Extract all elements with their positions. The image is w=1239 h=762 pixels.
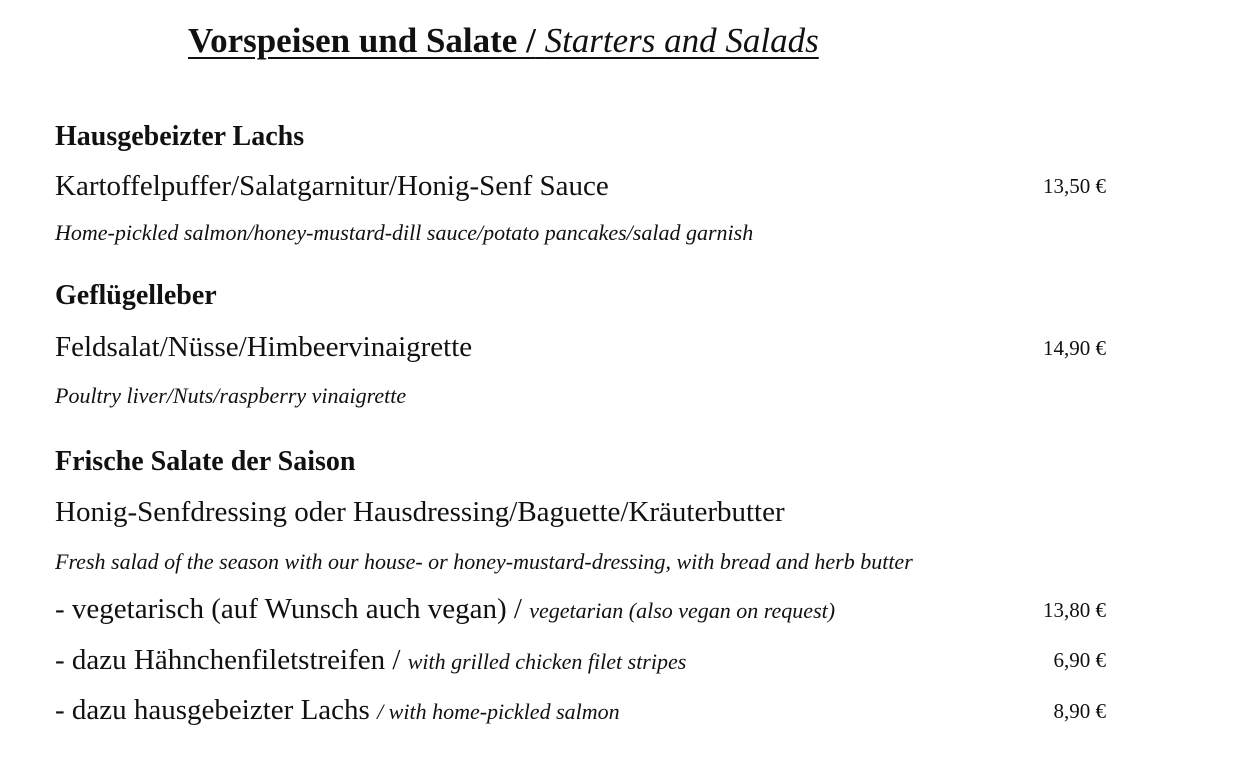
- salad-option-vegetarian-de: - vegetarisch (auf Wunsch auch vegan) /: [55, 593, 522, 625]
- item-description-en-salate: Fresh salad of the season with our house- or honey-mustard-dressing, with bread and herb butter: [55, 549, 913, 574]
- salad-option-salmon-en: / with home-pickled salmon: [377, 699, 620, 724]
- salad-option-salmon-price: 8,90 €: [1053, 699, 1106, 723]
- item-price-lachs: 13,50 €: [1043, 174, 1106, 198]
- page-title-german: Vorspeisen und Salate /: [188, 21, 536, 60]
- item-description-en-leber: Poultry liver/Nuts/raspberry vinaigrette: [55, 383, 407, 408]
- salad-option-salmon-de: - dazu hausgebeizter Lachs: [55, 694, 370, 726]
- item-description-de-salate: Honig-Senfdressing oder Hausdressing/Baguette/Kräuterbutter: [55, 496, 785, 528]
- salad-option-salmon: [55, 692, 620, 730]
- item-name-lachs: Hausgebeizter Lachs: [55, 121, 305, 152]
- page-title: [188, 18, 819, 64]
- salad-option-vegetarian-en: vegetarian (also vegan on request): [529, 598, 836, 623]
- item-name-salate: Frische Salate der Saison: [55, 446, 356, 477]
- item-description-de-leber: Feldsalat/Nüsse/Himbeervinaigrette: [55, 331, 473, 363]
- page-title-english: Starters and Salads: [544, 21, 819, 60]
- salad-option-chicken-price: 6,90 €: [1053, 648, 1106, 672]
- salad-option-chicken: [55, 642, 686, 680]
- salad-option-vegetarian: [55, 591, 835, 629]
- item-description-en-lachs: Home-pickled salmon/honey-mustard-dill sauce/potato pancakes/salad garnish: [55, 220, 754, 245]
- item-price-leber: 14,90 €: [1043, 336, 1106, 360]
- item-name-leber: Geflügelleber: [55, 280, 217, 311]
- salad-option-chicken-de: - dazu Hähnchenfiletstreifen /: [55, 644, 401, 676]
- salad-option-chicken-en: with grilled chicken filet stripes: [407, 649, 687, 674]
- salad-option-vegetarian-price: 13,80 €: [1043, 598, 1106, 622]
- item-description-de-lachs: Kartoffelpuffer/Salatgarnitur/Honig-Senf Sauce: [55, 170, 609, 202]
